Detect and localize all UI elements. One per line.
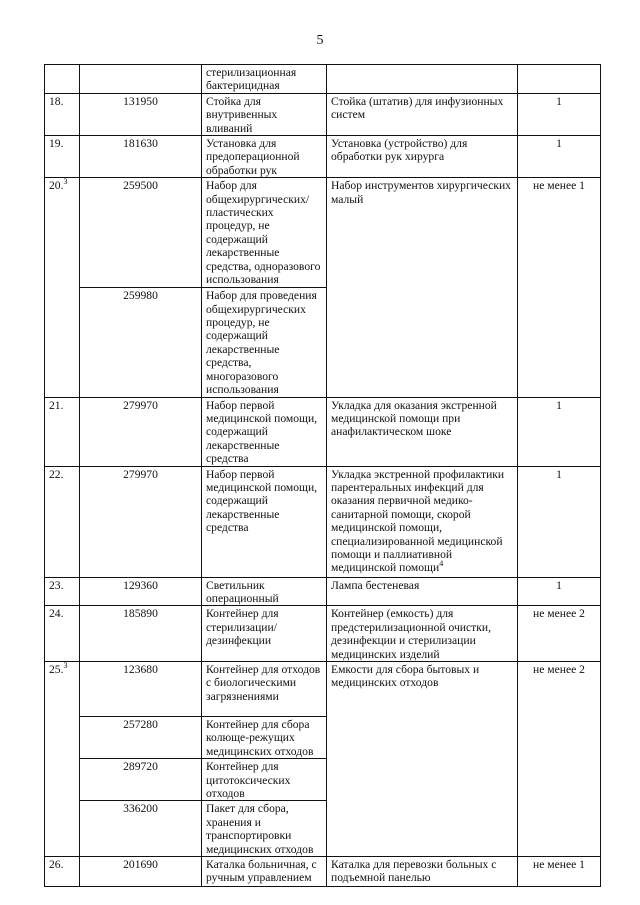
item-code: 201690 (80, 857, 202, 887)
item-name: Стойка для внутривенных вливаний (202, 93, 327, 135)
item-name: Набор первой медицинской помощи, содержащий лекарственные средства (202, 397, 327, 466)
row-number: 26. (45, 857, 80, 887)
item-type (327, 65, 518, 94)
item-quantity: 1 (518, 397, 601, 466)
item-type: Укладка для оказания экстренной медицинской помощи при анафилактическом шоке (327, 397, 518, 466)
item-type: Лампа бестеневая (327, 577, 518, 606)
item-quantity: не менее 1 (518, 857, 601, 887)
row-number: 19. (45, 136, 80, 178)
table-row (45, 857, 601, 887)
table-row (45, 466, 601, 577)
table-row (45, 65, 601, 94)
item-type: Каталка для перевозки больных с подъемной панелью (327, 857, 518, 887)
item-code: 129360 (80, 577, 202, 606)
item-code: 279970 (80, 466, 202, 577)
table-row (45, 577, 601, 606)
item-type: Емкости для сбора бытовых и медицинских отходов (327, 661, 518, 856)
item-code: 336200 (80, 801, 202, 857)
row-number: 21. (45, 397, 80, 466)
item-quantity: не менее 2 (518, 661, 601, 856)
item-code: 123680 (80, 661, 202, 716)
item-name: Набор для общехирургических/пластических процедур, не содержащий лекарственные средства, одноразового использования (202, 178, 327, 288)
item-code: 257280 (80, 716, 202, 758)
item-type: Контейнер (емкость) для предстерилизационной очистки, дезинфекции и стерилизации медицинских изделий (327, 606, 518, 662)
row-number: 23. (45, 577, 80, 606)
item-name: Контейнер для сбора колюще-режущих медицинских отходов (202, 716, 327, 758)
row-number: 24. (45, 606, 80, 662)
table-row (45, 606, 601, 662)
table-row (45, 178, 601, 288)
item-name: стерилизационная бактерицидная (202, 65, 327, 94)
item-name: Контейнер для цитотоксических отходов (202, 759, 327, 801)
item-name: Каталка больничная, с ручным управлением (202, 857, 327, 887)
item-type: Стойка (штатив) для инфузионных систем (327, 93, 518, 135)
item-name: Установка для предоперационной обработки рук (202, 136, 327, 178)
item-name: Контейнер для стерилизации/дезинфекции (202, 606, 327, 662)
item-quantity: 1 (518, 136, 601, 178)
table-row (45, 136, 601, 178)
item-code: 259500 (80, 178, 202, 288)
item-code: 185890 (80, 606, 202, 662)
item-code: 259980 (80, 288, 202, 397)
table-row (45, 93, 601, 135)
page-number: 5 (316, 33, 324, 48)
item-code: 181630 (80, 136, 202, 178)
item-code: 131950 (80, 93, 202, 135)
footnote-mark: 3 (63, 177, 68, 187)
footnote-mark: 4 (439, 559, 444, 569)
item-quantity: не менее 2 (518, 606, 601, 662)
item-type: Укладка экстренной профилактики парентеральных инфекций для оказания первичной медико-санитарной помощи, скорой медицинской помощи, специализированной медицинской помощи и паллиативной медицинской помощи$^4$ (327, 466, 518, 577)
item-code (80, 65, 202, 94)
item-quantity: 1 (518, 466, 601, 577)
row-number: 25.$^3$ (45, 661, 80, 856)
table-row (45, 661, 601, 716)
item-quantity: не менее 1 (518, 178, 601, 397)
item-name: Пакет для сбора, хранения и транспортировки медицинских отходов (202, 801, 327, 857)
equipment-table (44, 64, 601, 887)
footnote-mark: 3 (63, 661, 68, 671)
item-code: 279970 (80, 397, 202, 466)
item-quantity: 1 (518, 577, 601, 606)
item-code: 289720 (80, 759, 202, 801)
table-row (45, 397, 601, 466)
item-name: Контейнер для отходов с биологическими загрязнениями (202, 661, 327, 716)
item-quantity: 1 (518, 93, 601, 135)
row-number: 22. (45, 466, 80, 577)
item-name: Светильник операционный (202, 577, 327, 606)
row-number (45, 65, 80, 94)
row-number: 20.$^3$ (45, 178, 80, 397)
item-name: Набор первой медицинской помощи, содержащий лекарственные средства (202, 466, 327, 577)
item-name: Набор для проведения общехирургических процедур, не содержащий лекарственные средства, многоразового использования (202, 288, 327, 397)
row-number: 18. (45, 93, 80, 135)
item-type: Установка (устройство) для обработки рук хирурга (327, 136, 518, 178)
item-quantity (518, 65, 601, 94)
item-type: Набор инструментов хирургических малый (327, 178, 518, 397)
